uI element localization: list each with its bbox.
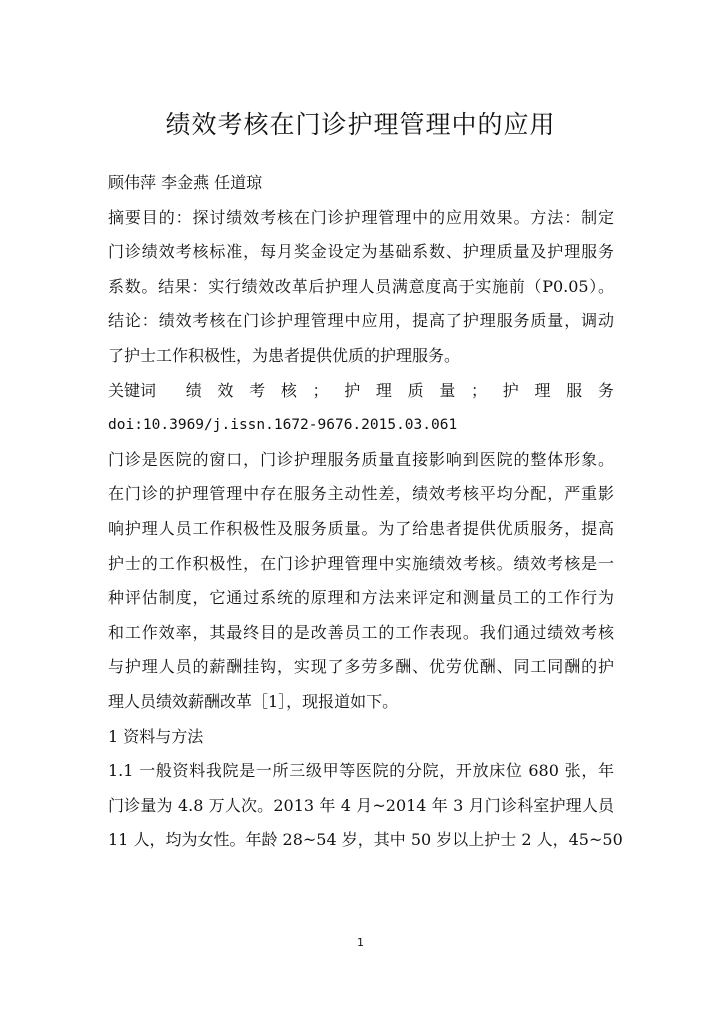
abstract-line: 系数。结果：实行绩效改革后护理人员满意度高于实施前（P0.05）。 xyxy=(108,276,614,296)
doi: doi:10.3969/j.issn.1672-9676.2015.03.061 xyxy=(108,417,458,434)
intro-line: 响护理人员工作积极性及服务质量。为了给患者提供优质服务，提高 xyxy=(108,518,614,538)
keyword-char: 效 xyxy=(217,380,234,400)
intro-line: 在门诊的护理管理中存在服务主动性差，绩效考核平均分配，严重影 xyxy=(108,484,614,504)
keywords xyxy=(108,378,614,413)
abstract-line: 摘要目的：探讨绩效考核在门诊护理管理中的应用效果。方法：制定 xyxy=(108,207,614,227)
keyword-char: 核 xyxy=(280,380,297,400)
abstract-line: 了护士工作积极性，为患者提供优质的护理服务。 xyxy=(108,345,461,365)
keyword-char: 理 xyxy=(534,380,551,400)
section-heading: 1 资料与方法 xyxy=(108,726,204,746)
keyword-char: 质 xyxy=(407,380,424,400)
keyword-char: 务 xyxy=(597,380,614,400)
keyword-separator: ； xyxy=(312,380,329,400)
abstract-line: 门诊绩效考核标准，每月奖金设定为基础系数、护理质量及护理服务 xyxy=(108,242,614,262)
section-line: 1.1 一般资料我院是一所三级甲等医院的分院，开放床位 680 张，年 xyxy=(108,761,614,781)
keyword-char: 服 xyxy=(566,380,583,400)
section-line: 11 人，均为女性。年龄 28~54 岁，其中 50 岁以上护士 2 人，45~50 xyxy=(108,830,623,850)
keyword-separator: ； xyxy=(471,380,488,400)
keyword-char: 考 xyxy=(249,380,266,400)
intro-line: 与护理人员的薪酬挂钩，实现了多劳多酬、优劳优酬、同工同酬的护 xyxy=(108,657,614,677)
abstract-line: 结论：绩效考核在门诊护理管理中应用，提高了护理服务质量，调动 xyxy=(108,311,614,331)
introduction xyxy=(108,447,614,724)
section-1-1 xyxy=(108,758,623,862)
document-title: 绩效考核在门诊护理管理中的应用 xyxy=(165,109,556,139)
document-body xyxy=(108,170,623,862)
intro-line: 护士的工作积极性，在门诊护理管理中实施绩效考核。绩效考核是一 xyxy=(108,553,614,573)
intro-line: 门诊是医院的窗口，门诊护理服务质量直接影响到医院的整体形象。 xyxy=(108,449,614,469)
page-number: 1 xyxy=(357,936,364,949)
authors: 顾伟萍 李金燕 任道琼 xyxy=(108,173,263,192)
keyword-char: 量 xyxy=(439,380,456,400)
keyword-char: 护 xyxy=(502,380,519,400)
keyword-char: 护 xyxy=(344,380,361,400)
keyword-char: 理 xyxy=(375,380,392,400)
keyword-char: 绩 xyxy=(185,380,202,400)
keywords-label: 关键词 xyxy=(108,380,157,400)
intro-line: 种评估制度，它通过系统的原理和方法来评定和测量员工的工作行为 xyxy=(108,588,614,608)
section-line: 门诊量为 4.8 万人次。2013 年 4 月~2014 年 3 月门诊科室护理人员 xyxy=(108,795,614,815)
abstract xyxy=(108,205,614,378)
intro-line: 理人员绩效薪酬改革［1］，现报道如下。 xyxy=(108,691,399,711)
intro-line: 和工作效率，其最终目的是改善员工的工作表现。我们通过绩效考核 xyxy=(108,622,614,642)
